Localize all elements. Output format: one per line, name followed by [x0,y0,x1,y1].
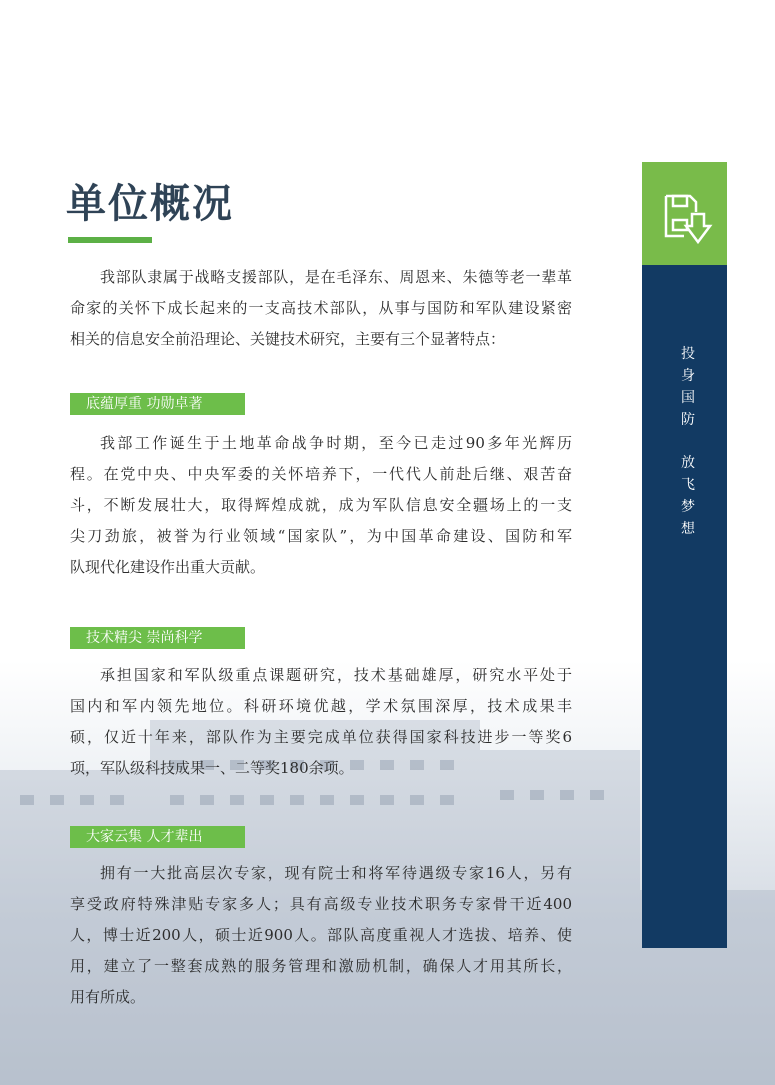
paragraph-line: 我部工作诞生于土地革命战争时期，至今已走过90多年光辉历 [100,434,572,452]
paragraph-line: 国内和军内领先地位。科研环境优越，学术氛围深厚，技术成果丰 [70,697,572,715]
paragraph-line: 拥有一大批高层次专家，现有院士和将军待遇级专家16人，另有 [100,864,572,882]
section-tag: 大家云集 人才辈出 [70,826,245,848]
page-title: 单位概况 [66,181,234,227]
intro-line: 命家的关怀下成长起来的一支高技术部队，从事与国防和军队建设紧密 [70,299,572,317]
section-paragraph [70,660,572,784]
intro-line: 我部队隶属于战略支援部队，是在毛泽东、周恩来、朱德等老一辈革 [100,268,572,286]
paragraph-line: 人，博士近200人，硕士近900人。部队高度重视人才选拔、培养、使 [70,926,572,944]
slogan-char: 防 [681,412,695,428]
slogan-char: 飞 [681,477,695,493]
paragraph-line: 程。在党中央、中央军委的关怀培养下，一代代人前赴后继、艰苦奋 [70,465,572,483]
section-paragraph [70,858,572,1013]
paragraph-line: 队现代化建设作出重大贡献。 [70,558,266,576]
slogan-char: 梦 [681,499,695,515]
paragraph-line: 斗，不断发展壮大，取得辉煌成就，成为军队信息安全疆场上的一支 [70,496,572,514]
slogan-char: 身 [681,368,695,384]
slogan-char: 国 [681,390,695,406]
paragraph-line: 承担国家和军队级重点课题研究，技术基础雄厚，研究水平处于 [100,666,572,684]
section-paragraph [70,428,572,583]
paragraph-line: 硕，仅近十年来，部队作为主要完成单位获得国家科技进步一等奖6 [70,728,572,746]
title-underline [68,237,152,243]
side-slogan [673,343,703,540]
slogan-char: 投 [681,346,695,362]
intro-paragraph [70,262,572,355]
paragraph-line: 项，军队级科技成果一、二等奖180余项。 [70,759,354,777]
section-tag: 底蕴厚重 功勋卓著 [70,393,245,415]
slogan-char: 想 [681,521,695,537]
intro-line: 相关的信息安全前沿理论、关键技术研究，主要有三个显著特点： [70,330,506,348]
download-icon [662,190,714,248]
section-tag: 技术精尖 崇尚科学 [70,627,245,649]
paragraph-line: 用，建立了一整套成熟的服务管理和激励机制，确保人才用其所长， [70,957,572,975]
slogan-char: 放 [681,455,695,471]
paragraph-line: 尖刀劲旅，被誉为行业领域“国家队”，为中国革命建设、国防和军 [70,527,572,545]
paragraph-line: 用有所成。 [70,988,146,1006]
paragraph-line: 享受政府特殊津贴专家多人；具有高级专业技术职务专家骨干近400 [70,895,572,913]
